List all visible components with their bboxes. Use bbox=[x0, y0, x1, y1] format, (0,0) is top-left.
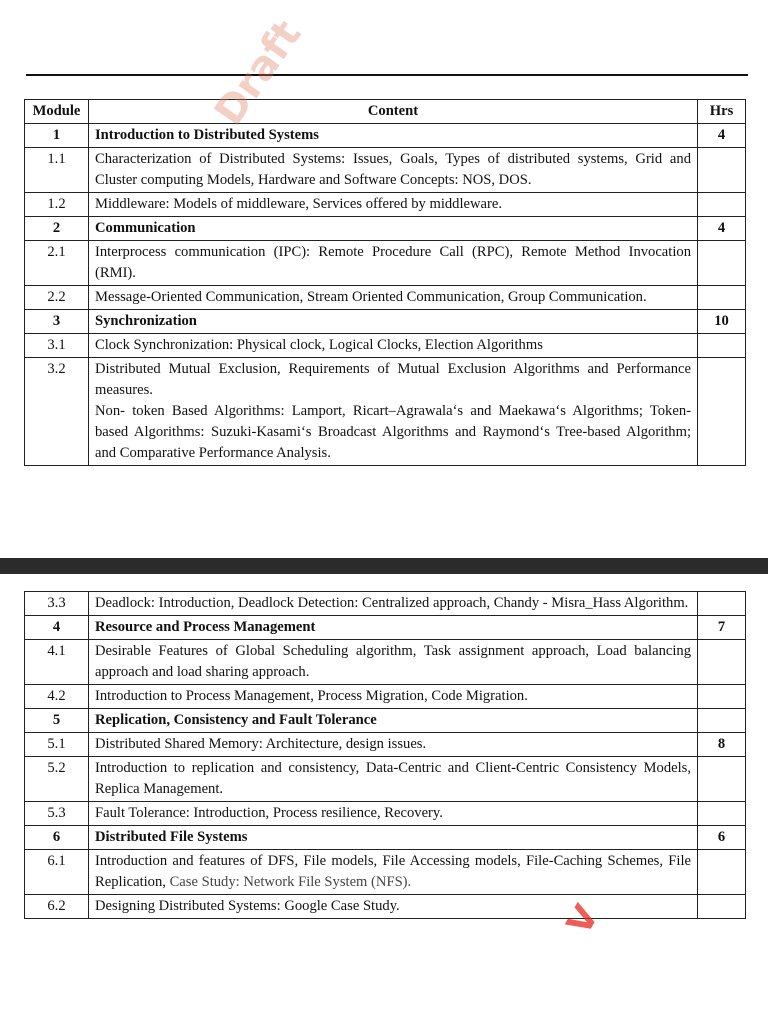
module-hours bbox=[698, 592, 746, 616]
module-number: 4.2 bbox=[25, 685, 89, 709]
module-content-part-1: Distributed Mutual Exclusion, Requirements of Mutual Exclusion Algorithms and Performance measures. bbox=[95, 361, 691, 398]
module-content: Characterization of Distributed Systems: Issues, Goals, Types of distributed systems, Grid and Cluster computing Models, Hardware and Software Concepts: NOS, DOS. bbox=[89, 148, 698, 193]
module-content: Fault Tolerance: Introduction, Process resilience, Recovery. bbox=[89, 802, 698, 826]
module-number: 1 bbox=[25, 124, 89, 148]
table-row bbox=[25, 685, 746, 709]
table-row bbox=[25, 826, 746, 850]
syllabus-table-top bbox=[24, 99, 746, 466]
module-content: Replication, Consistency and Fault Tolerance bbox=[89, 709, 698, 733]
table-row bbox=[25, 592, 746, 616]
module-number: 2.2 bbox=[25, 286, 89, 310]
table-row bbox=[25, 310, 746, 334]
module-content-main: Introduction and features of DFS, File models, File Accessing models, File-Caching Schemes, File Replication, bbox=[95, 853, 691, 890]
module-hours bbox=[698, 757, 746, 802]
module-number: 5 bbox=[25, 709, 89, 733]
module-content: Introduction to Distributed Systems bbox=[89, 124, 698, 148]
module-hours bbox=[698, 895, 746, 919]
module-content: Introduction to Process Management, Process Migration, Code Migration. bbox=[89, 685, 698, 709]
module-number: 1.2 bbox=[25, 193, 89, 217]
module-hours: 4 bbox=[698, 217, 746, 241]
module-number: 5.3 bbox=[25, 802, 89, 826]
table-row bbox=[25, 733, 746, 757]
module-number: 2 bbox=[25, 217, 89, 241]
module-number: 6.1 bbox=[25, 850, 89, 895]
red-stamp-watermark: V bbox=[559, 898, 608, 942]
module-hours bbox=[698, 709, 746, 733]
draft-watermark: Draft bbox=[205, 12, 311, 134]
module-content-case-study: Case Study: Network File System (NFS). bbox=[169, 874, 412, 890]
module-hours bbox=[698, 802, 746, 826]
table-row bbox=[25, 148, 746, 193]
module-number: 5.2 bbox=[25, 757, 89, 802]
module-hours bbox=[698, 241, 746, 286]
module-content-multi bbox=[89, 850, 698, 895]
module-number: 5.1 bbox=[25, 733, 89, 757]
module-number: 3 bbox=[25, 310, 89, 334]
module-content: Introduction to replication and consistency, Data-Centric and Client-Centric Consistency Models, Replica Management. bbox=[89, 757, 698, 802]
header-hrs: Hrs bbox=[698, 100, 746, 124]
table-row bbox=[25, 217, 746, 241]
table-row bbox=[25, 802, 746, 826]
top-rule bbox=[26, 74, 748, 76]
module-hours bbox=[698, 850, 746, 895]
module-hours bbox=[698, 193, 746, 217]
module-hours bbox=[698, 685, 746, 709]
table-row bbox=[25, 124, 746, 148]
module-hours: 4 bbox=[698, 124, 746, 148]
module-hours: 10 bbox=[698, 310, 746, 334]
table-row bbox=[25, 241, 746, 286]
module-content: Communication bbox=[89, 217, 698, 241]
module-hours bbox=[698, 334, 746, 358]
table-row bbox=[25, 709, 746, 733]
module-number: 4.1 bbox=[25, 640, 89, 685]
module-hours bbox=[698, 286, 746, 310]
table-row bbox=[25, 850, 746, 895]
module-content: Designing Distributed Systems: Google Case Study. bbox=[89, 895, 698, 919]
module-hours bbox=[698, 148, 746, 193]
module-number: 6.2 bbox=[25, 895, 89, 919]
module-number: 3.3 bbox=[25, 592, 89, 616]
module-content-part-2: Non- token Based Algorithms: Lamport, Ricart–Agrawala‘s and Maekawa‘s Algorithms; Token-based Algorithms: Suzuki-Kasami‘s Broadcast Algorithms and Raymond‘s Tree-based Algorithm; and Comparative Performance Analysis. bbox=[95, 403, 691, 461]
module-content: Middleware: Models of middleware, Services offered by middleware. bbox=[89, 193, 698, 217]
table-row bbox=[25, 193, 746, 217]
header-module: Module bbox=[25, 100, 89, 124]
module-hours: 7 bbox=[698, 616, 746, 640]
module-content-multi bbox=[89, 358, 698, 466]
module-content: Deadlock: Introduction, Deadlock Detection: Centralized approach, Chandy - Misra_Hass Algorithm. bbox=[89, 592, 698, 616]
module-number: 2.1 bbox=[25, 241, 89, 286]
header-content: Content bbox=[89, 100, 698, 124]
table-row bbox=[25, 895, 746, 919]
module-content: Synchronization bbox=[89, 310, 698, 334]
module-hours: 8 bbox=[698, 733, 746, 757]
table-row bbox=[25, 358, 746, 466]
module-number: 3.2 bbox=[25, 358, 89, 466]
module-number: 3.1 bbox=[25, 334, 89, 358]
module-content: Resource and Process Management bbox=[89, 616, 698, 640]
module-content: Message-Oriented Communication, Stream Oriented Communication, Group Communication. bbox=[89, 286, 698, 310]
table-header-row bbox=[25, 100, 746, 124]
module-hours bbox=[698, 358, 746, 466]
module-content: Interprocess communication (IPC): Remote Procedure Call (RPC), Remote Method Invocation (RMI). bbox=[89, 241, 698, 286]
module-hours: 6 bbox=[698, 826, 746, 850]
table-row bbox=[25, 757, 746, 802]
module-content: Distributed File Systems bbox=[89, 826, 698, 850]
module-number: 6 bbox=[25, 826, 89, 850]
module-number: 4 bbox=[25, 616, 89, 640]
page-separator bbox=[0, 558, 768, 574]
syllabus-table-bottom bbox=[24, 591, 746, 919]
table-row bbox=[25, 616, 746, 640]
table-row bbox=[25, 286, 746, 310]
module-content: Distributed Shared Memory: Architecture, design issues. bbox=[89, 733, 698, 757]
module-hours bbox=[698, 640, 746, 685]
module-content: Clock Synchronization: Physical clock, Logical Clocks, Election Algorithms bbox=[89, 334, 698, 358]
module-content: Desirable Features of Global Scheduling algorithm, Task assignment approach, Load balancing approach and load sharing approach. bbox=[89, 640, 698, 685]
module-number: 1.1 bbox=[25, 148, 89, 193]
table-row bbox=[25, 334, 746, 358]
table-row bbox=[25, 640, 746, 685]
